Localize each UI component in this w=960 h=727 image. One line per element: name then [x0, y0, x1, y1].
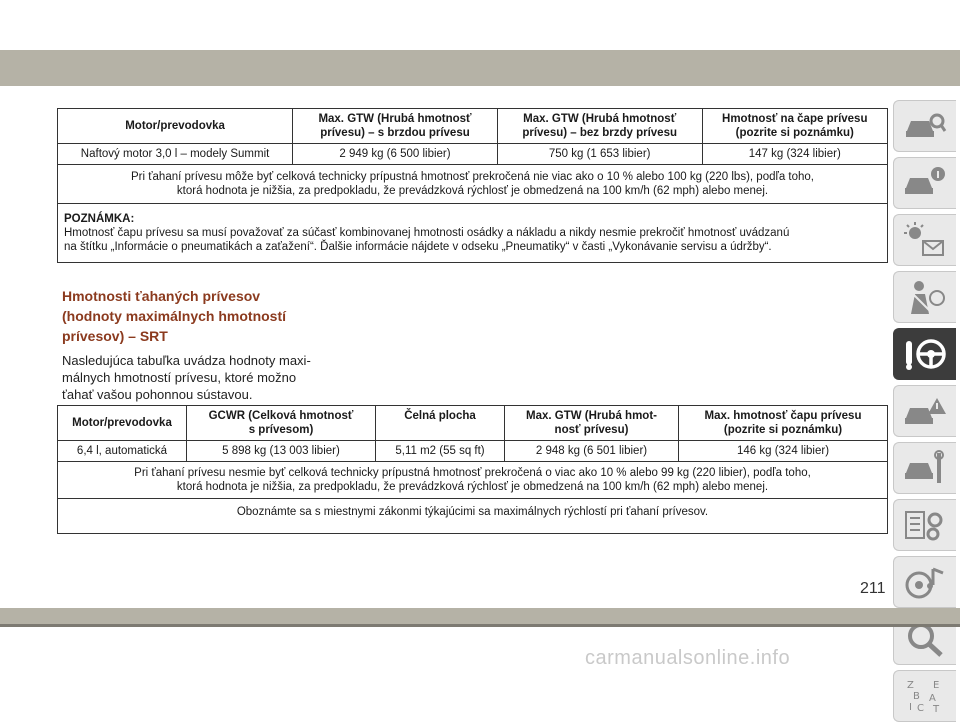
footnote-cell: Pri ťahaní prívesu nesmie byť celková technicky prípustná hmotnosť prekročená o viac ako 10 % alebo 99 kg (220 libier), podľa toho, ktorá hodnota je nižšia, za predpokladu, že prevádzková rýchlosť je obmedzená na 100 km/h (62 mph) alebo menej.	[58, 462, 888, 499]
header-cell: Čelná plocha	[376, 406, 505, 441]
car-service-wrench-icon	[903, 449, 947, 487]
table-header-row	[58, 406, 888, 441]
car-search-icon	[903, 107, 947, 145]
tab-car-hazard[interactable]	[893, 385, 956, 437]
tab-specifications[interactable]	[893, 499, 956, 551]
svg-text:Z: Z	[907, 680, 914, 691]
watermark-text: carmanualsonline.info	[585, 647, 791, 669]
table-cell: 6,4 l, automatická	[58, 441, 187, 462]
svg-text:I: I	[909, 702, 912, 713]
tab-warning-lights[interactable]	[893, 214, 956, 266]
table-cell: 750 kg (1 653 libier)	[497, 144, 702, 165]
table-cell: 5 898 kg (13 003 libier)	[187, 441, 376, 462]
table-row	[58, 441, 888, 462]
svg-text:T: T	[933, 704, 940, 715]
tab-car-search[interactable]	[893, 100, 956, 152]
steering-wheel-key-icon	[903, 335, 947, 373]
tab-car-info[interactable]	[893, 157, 956, 209]
tab-airbag-seatbelt[interactable]	[893, 271, 956, 323]
header-cell: Motor/prevodovka	[58, 109, 293, 144]
footnote-cell: Oboznámte sa s miestnymi zákonmi týkajúcimi sa maximálnych rýchlostí pri ťahaní prívesov.	[58, 499, 888, 534]
airbag-seatbelt-icon	[903, 278, 947, 316]
section-heading: Hmotnosti ťahaných prívesov (hodnoty maximálnych hmotností prívesov) – SRT	[62, 288, 287, 344]
diesel-towing-table	[57, 108, 888, 263]
header-cell: Max. GTW (Hrubá hmotnosť prívesu) – bez brzdy prívesu	[497, 109, 702, 144]
table-cell: Naftový motor 3,0 l – modely Summit	[58, 144, 293, 165]
table-footnote-row	[58, 462, 888, 499]
specifications-gears-icon	[903, 506, 947, 544]
tab-multimedia[interactable]	[893, 556, 956, 608]
header-cell: Max. GTW (Hrubá hmotnosť prívesu) – s brzdou prívesu	[293, 109, 498, 144]
table-cell: 146 kg (324 libier)	[679, 441, 888, 462]
table-footnote-row	[58, 165, 888, 204]
note-text: na štítku „Informácie o pneumatikách a zaťažení“. Ďalšie informácie nájdete v odseku „Pneumatiky“ v časti „Vykonávanie servisu a údržby“.	[64, 241, 772, 253]
svg-text:A: A	[929, 693, 936, 704]
svg-text:E: E	[933, 680, 940, 691]
table-header-row	[58, 109, 888, 144]
tab-starting-driving[interactable]	[893, 328, 956, 380]
language-letters-icon	[903, 677, 947, 715]
footnote-cell: Pri ťahaní prívesu môže byť celková technicky prípustná hmotnosť prekročená nie viac ako o 10 % alebo 100 kg (220 lbs), podľa toho, ktorá hodnota je nižšia, za predpokladu, že prevádzková rýchlosť je obmedzená na 100 km/h (62 mph) alebo menej.	[58, 165, 888, 204]
note-cell	[58, 204, 888, 263]
tab-car-service[interactable]	[893, 442, 956, 494]
table-note-row	[58, 204, 888, 263]
page-number: 211	[860, 580, 886, 597]
table-row	[58, 144, 888, 165]
note-text: Hmotnosť čapu prívesu sa musí považovať za súčasť kombinovanej hmotnosti osádky a nákladu a nikdy nesmie prekročiť hmotnosť uvádzanú	[64, 227, 790, 239]
srt-towing-table	[57, 405, 888, 534]
top-decorative-band	[0, 50, 960, 86]
bottom-rule	[0, 624, 960, 627]
note-title: POZNÁMKA:	[64, 213, 135, 225]
warning-lights-icon	[903, 221, 947, 259]
header-cell: GCWR (Celková hmotnosť s prívesom)	[187, 406, 376, 441]
table-footnote-row	[58, 499, 888, 534]
multimedia-music-icon	[903, 563, 947, 601]
header-cell: Max. hmotnosť čapu prívesu (pozrite si poznámku)	[679, 406, 888, 441]
chapter-tabs	[893, 100, 960, 727]
table-cell: 147 kg (324 libier)	[702, 144, 887, 165]
header-cell: Motor/prevodovka	[58, 406, 187, 441]
header-cell: Hmotnosť na čape prívesu (pozrite si poznámku)	[702, 109, 887, 144]
bottom-decorative-band	[0, 608, 960, 624]
intro-paragraph: Nasledujúca tabuľka uvádza hodnoty maxi- málnych hmotností prívesu, ktoré možno ťahať vašou pohonnou sústavou.	[62, 353, 311, 402]
header-cell: Max. GTW (Hrubá hmot- nosť prívesu)	[505, 406, 679, 441]
svg-text:B: B	[913, 691, 920, 702]
car-info-icon	[903, 164, 947, 202]
table-cell: 5,11 m2 (55 sq ft)	[376, 441, 505, 462]
table-cell: 2 948 kg (6 501 libier)	[505, 441, 679, 462]
svg-text:C: C	[917, 703, 924, 714]
table-cell: 2 949 kg (6 500 libier)	[293, 144, 498, 165]
car-hazard-icon	[903, 392, 947, 430]
